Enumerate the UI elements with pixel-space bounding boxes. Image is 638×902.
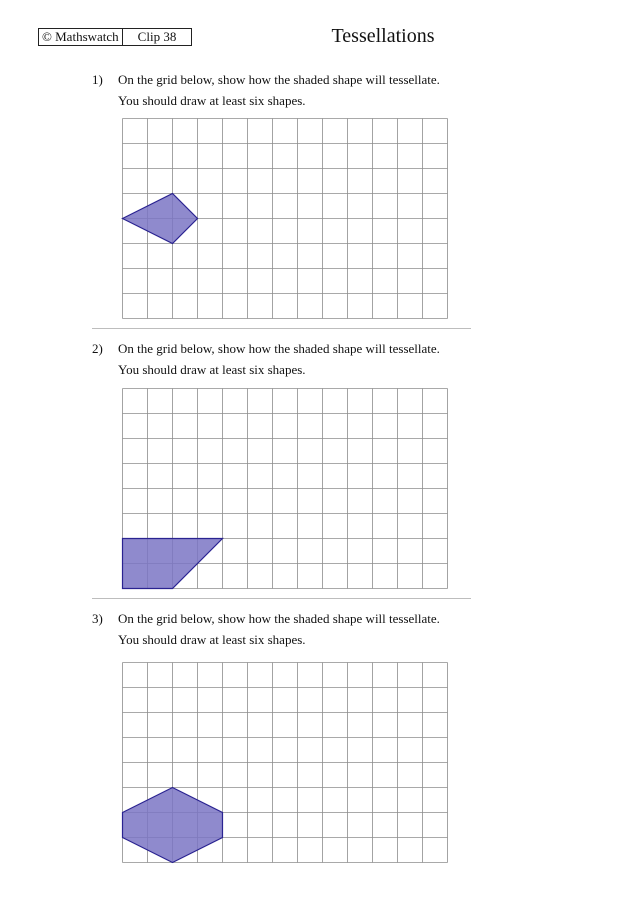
question-requirement: You should draw at least six shapes. bbox=[118, 93, 306, 108]
divider bbox=[92, 598, 471, 599]
question-number: 2) bbox=[92, 341, 103, 356]
question-number: 3) bbox=[92, 611, 103, 626]
question-instruction: On the grid below, show how the shaded shape will tessellate. bbox=[118, 611, 440, 626]
shaded-kite-shape bbox=[123, 194, 198, 244]
clip-label: Clip 38 bbox=[137, 29, 177, 44]
question-requirement: You should draw at least six shapes. bbox=[118, 362, 306, 377]
header-label-box bbox=[38, 28, 192, 46]
grid-2[interactable] bbox=[122, 388, 448, 589]
copyright-label: © Mathswatch bbox=[39, 29, 123, 45]
shaded-hexagon-shape bbox=[123, 788, 223, 863]
question-instruction: On the grid below, show how the shaded shape will tessellate. bbox=[118, 72, 440, 87]
page-title: Tessellations bbox=[331, 25, 435, 47]
grid-3[interactable] bbox=[122, 662, 448, 863]
question-instruction: On the grid below, show how the shaded shape will tessellate. bbox=[118, 341, 440, 356]
grid-1[interactable] bbox=[122, 118, 448, 319]
question-requirement: You should draw at least six shapes. bbox=[118, 632, 306, 647]
divider bbox=[92, 328, 471, 329]
question-number: 1) bbox=[92, 72, 103, 87]
